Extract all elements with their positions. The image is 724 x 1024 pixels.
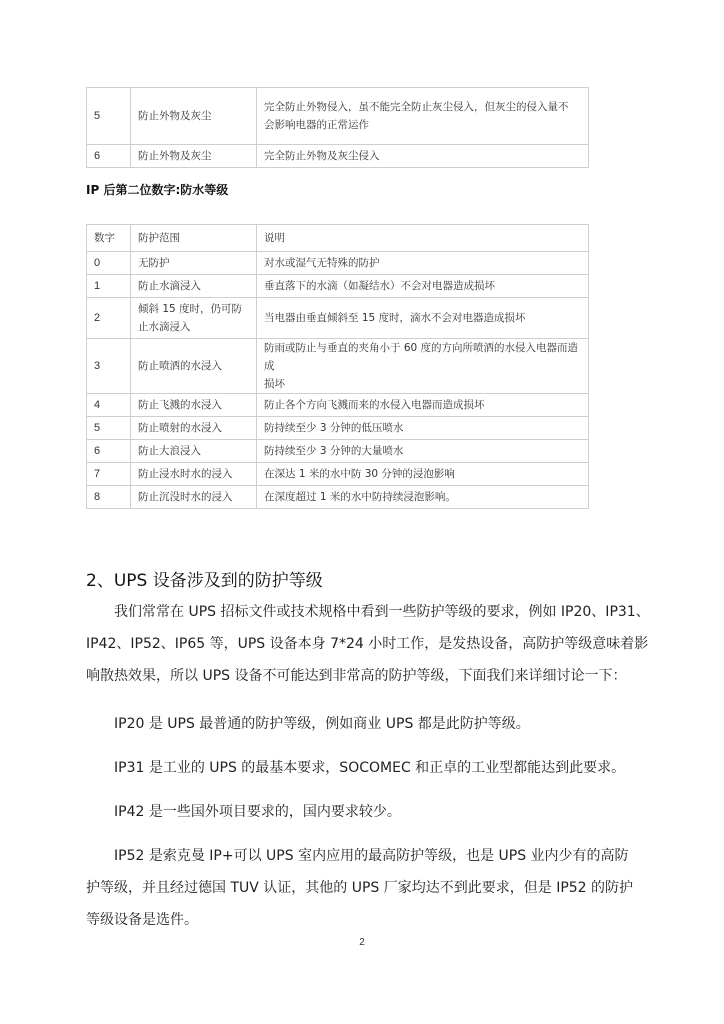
description-line: 会影响电器的正常运作 — [264, 119, 369, 131]
paragraph-ip52-cont — [86, 872, 646, 936]
paragraph-line: 响散热效果，所以 UPS 设备不可能达到非常高的防护等级，下面我们来详细讨论一下： — [86, 668, 627, 684]
table-row — [87, 275, 589, 298]
scope-cell — [131, 298, 257, 339]
table-row — [87, 394, 589, 417]
scope-cell: 防止喷洒的水浸入 — [131, 339, 257, 394]
table-header-row — [87, 225, 589, 252]
section-title: 2、UPS 设备涉及到的防护等级 — [86, 571, 323, 591]
digit-cell: 2 — [87, 298, 131, 339]
digit-cell: 5 — [87, 88, 131, 145]
description-cell: 完全防止外物及灰尘侵入 — [257, 145, 589, 168]
scope-cell: 防止外物及灰尘 — [131, 145, 257, 168]
description-cell: 对水或湿气无特殊的防护 — [257, 252, 589, 275]
table-row — [87, 486, 589, 509]
scope-cell: 防止浸水时水的浸入 — [131, 463, 257, 486]
description-cell: 在深达 1 米的水中防 30 分钟的浸泡影响 — [257, 463, 589, 486]
scope-line: 止水滴浸入 — [138, 321, 191, 333]
description-cell: 在深度超过 1 米的水中防持续浸泡影响。 — [257, 486, 589, 509]
scope-cell: 防止大浪浸入 — [131, 440, 257, 463]
paragraph-line: IP42、IP52、IP65 等，UPS 设备本身 7*24 小时工作，是发热设备，高防护等级意味着影 — [86, 636, 649, 652]
table-row — [87, 88, 589, 145]
description-line: 防雨或防止与垂直的夹角小于 60 度的方向所喷洒的水侵入电器而造成 — [264, 342, 579, 372]
header-description: 说明 — [257, 225, 589, 252]
table-row — [87, 339, 589, 394]
description-line: 损坏 — [264, 378, 285, 390]
table-row — [87, 145, 589, 168]
scope-cell: 无防护 — [131, 252, 257, 275]
description-cell: 防止各个方向飞溅而来的水侵入电器而造成损坏 — [257, 394, 589, 417]
paragraph-line: 我们常常在 UPS 招标文件或技术规格中看到一些防护等级的要求，例如 IP20、IP31、 — [114, 604, 650, 620]
paragraph-line: 护等级，并且经过德国 TUV 认证，其他的 UPS 厂家均达不到此要求，但是 IP52 的防护 — [86, 880, 634, 896]
paragraph-line: IP20 是 UPS 最普通的防护等级，例如商业 UPS 都是此防护等级。 — [114, 716, 530, 732]
scope-cell: 防止外物及灰尘 — [131, 88, 257, 145]
scope-line: 倾斜 15 度时，仍可防 — [138, 303, 243, 315]
digit-cell: 5 — [87, 417, 131, 440]
digit-cell: 8 — [87, 486, 131, 509]
paragraph-ip42 — [86, 796, 646, 828]
paragraph-line: IP52 是索克曼 IP+可以 UPS 室内应用的最高防护等级，也是 UPS 业内少有的高防 — [114, 848, 629, 864]
description-cell — [257, 88, 589, 145]
header-scope: 防护范围 — [131, 225, 257, 252]
scope-cell: 防止飞溅的水浸入 — [131, 394, 257, 417]
table-row — [87, 298, 589, 339]
paragraph-line: 等级设备是选件。 — [86, 912, 198, 928]
digit-cell: 6 — [87, 440, 131, 463]
water-protection-table — [86, 224, 589, 509]
table-row — [87, 417, 589, 440]
description-cell: 防持续至少 3 分钟的低压喷水 — [257, 417, 589, 440]
digit-cell: 7 — [87, 463, 131, 486]
paragraph-line: IP31 是工业的 UPS 的最基本要求，SOCOMEC 和正卓的工业型都能达到此要求。 — [114, 760, 626, 776]
paragraph-intro-cont — [86, 628, 649, 692]
description-cell — [257, 339, 589, 394]
description-line: 完全防止外物侵入，虽不能完全防止灰尘侵入，但灰尘的侵入量不 — [264, 101, 569, 113]
description-cell: 当电器由垂直倾斜至 15 度时，滴水不会对电器造成损坏 — [257, 298, 589, 339]
page-number: 2 — [359, 937, 365, 948]
paragraph-line: IP42 是一些国外项目要求的，国内要求较少。 — [114, 804, 401, 820]
digit-cell: 3 — [87, 339, 131, 394]
digit-cell: 0 — [87, 252, 131, 275]
dust-protection-table-continued — [86, 87, 589, 168]
paragraph-ip20 — [86, 708, 646, 740]
subheading: IP 后第二位数字:防水等级 — [86, 183, 229, 197]
scope-cell: 防止喷射的水浸入 — [131, 417, 257, 440]
digit-cell: 1 — [87, 275, 131, 298]
paragraph-ip31 — [86, 752, 646, 784]
paragraph-intro — [86, 596, 650, 628]
description-cell: 垂直落下的水滴（如凝结水）不会对电器造成损坏 — [257, 275, 589, 298]
table-row — [87, 252, 589, 275]
digit-cell: 6 — [87, 145, 131, 168]
table-row — [87, 463, 589, 486]
paragraph-ip52 — [86, 840, 646, 872]
header-digit: 数字 — [87, 225, 131, 252]
scope-cell: 防止水滴浸入 — [131, 275, 257, 298]
scope-cell: 防止沉没时水的浸入 — [131, 486, 257, 509]
description-cell: 防持续至少 3 分钟的大量喷水 — [257, 440, 589, 463]
table-row — [87, 440, 589, 463]
digit-cell: 4 — [87, 394, 131, 417]
